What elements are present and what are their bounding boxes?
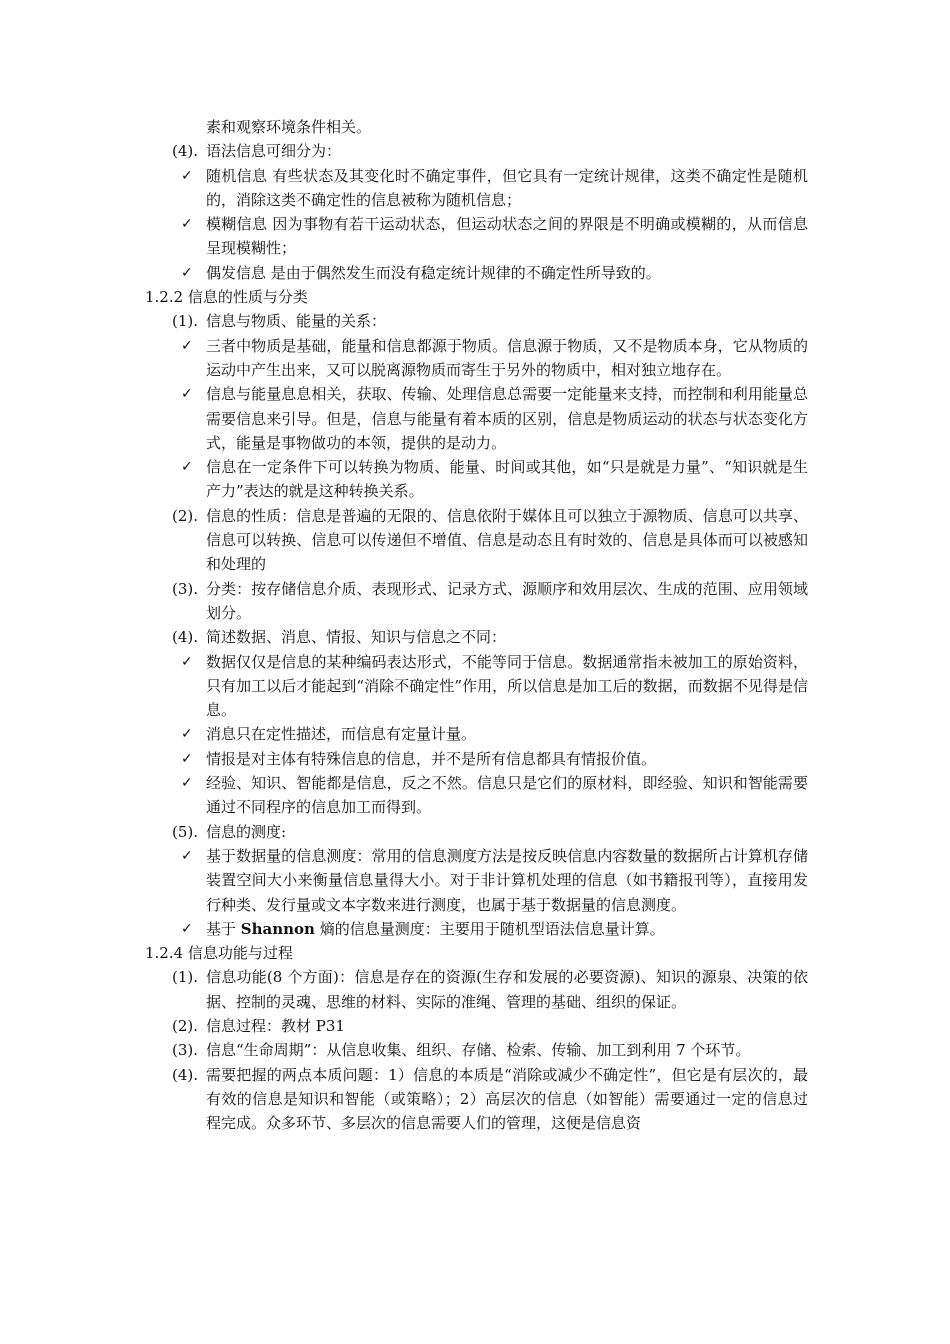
item-text: 随机信息 有些状态及其变化时不确定事件，但它具有一定统计规律，这类不确定性是随机的，消除这类不确定性的信息被称为随机信息； <box>206 166 808 209</box>
item-text: 基于数据量的信息测度：常用的信息测度方法是按反映信息内容数量的数据所占计算机存储装置空间大小来衡量信息量得大小。对于非计算机处理的信息（如书籍报刊等），直接用发行种类、发行量或文本字数来进行测度，也属于基于数据量的信息测度。 <box>206 846 808 914</box>
item-number: (4). <box>172 628 199 647</box>
item-text: 偶发信息 是由于偶然发生而没有稳定统计规律的不确定性所导致的。 <box>206 263 661 282</box>
checkmark-icon: ✓ <box>181 920 193 937</box>
item-text-prefix: 基于 <box>206 919 241 938</box>
checkmark-icon: ✓ <box>181 775 193 792</box>
item-text: 语法信息可细分为： <box>206 142 342 161</box>
section-heading: 1.2.4 信息功能与过程 <box>145 944 293 963</box>
numbered-item <box>0 820 808 844</box>
item-number: (3). <box>172 1041 199 1060</box>
checkmark-icon: ✓ <box>181 726 193 743</box>
numbered-item <box>0 1014 808 1038</box>
checklist-item <box>0 771 808 820</box>
checklist-item <box>0 917 808 941</box>
item-number: (4). <box>172 142 199 161</box>
item-number: (1). <box>172 968 199 987</box>
checkmark-icon: ✓ <box>181 653 193 670</box>
item-text: 信息过程：教材 P31 <box>206 1016 345 1035</box>
checkmark-icon: ✓ <box>181 459 193 476</box>
item-number: (3). <box>172 579 199 598</box>
item-number: (1). <box>172 312 199 331</box>
checklist-item <box>0 455 808 504</box>
item-number: (2). <box>172 506 199 525</box>
checklist-item <box>0 164 808 213</box>
item-text: 模糊信息 因为事物有若干运动状态，但运动状态之间的界限是不明确或模糊的，从而信息呈现模糊性； <box>206 215 808 258</box>
paragraph-continuation: 素和观察环境条件相关。 <box>206 118 372 136</box>
checklist-item <box>0 261 808 285</box>
item-text: 熵的信息量测度：主要用于随机型语法信息量计算。 <box>314 919 665 938</box>
numbered-item <box>0 965 808 1014</box>
numbered-item <box>0 139 808 163</box>
checkmark-icon: ✓ <box>181 167 193 184</box>
item-text: 消息只在定性描述，而信息有定量计量。 <box>206 725 477 744</box>
checklist-item <box>0 212 808 261</box>
item-text: 三者中物质是基础，能量和信息都源于物质。信息源于物质，又不是物质本身，它从物质的运动中产生出来，又可以脱离源物质而寄生于另外的物质中，相对独立地存在。 <box>206 336 808 379</box>
item-text: 需要把握的两点本质问题：1）信息的本质是“消除或减少不确定性”，但它是有层次的，最有效的信息是知识和智能（或策略）；2）高层次的信息（如智能）需要通过一定的信息过程完成。众多环节、多层次的信息需要人们的管理，这便是信息资 <box>206 1065 808 1133</box>
item-text: 信息与物质、能量的关系： <box>206 312 387 331</box>
numbered-item <box>0 577 808 626</box>
checklist-item <box>0 747 808 771</box>
item-text: 数据仅仅是信息的某种编码表达形式，不能等同于信息。数据通常指未被加工的原始资料，只有加工以后才能起到“消除不确定性”作用，所以信息是加工后的数据，而数据不见得是信息。 <box>206 652 808 720</box>
item-text: 经验、知识、智能都是信息，反之不然。信息只是它们的原材料，即经验、知识和智能需要通过不同程序的信息加工而得到。 <box>206 774 808 817</box>
numbered-item <box>0 504 808 577</box>
numbered-item <box>0 1063 808 1136</box>
numbered-item <box>0 309 808 333</box>
item-text: 信息与能量息息相关，获取、传输、处理信息总需要一定能量来支持，而控制和利用能量总需要信息来引导。但是，信息与能量有着本质的区别，信息是物质运动的状态与状态变化方式，能量是事物做功的本领，提供的是动力。 <box>206 385 808 452</box>
checkmark-icon: ✓ <box>181 264 193 281</box>
checklist-item <box>0 650 808 723</box>
item-text: 信息的测度: <box>206 822 287 841</box>
checkmark-icon: ✓ <box>181 750 193 767</box>
checkmark-icon: ✓ <box>181 847 193 864</box>
item-text: 简述数据、消息、情报、知识与信息之不同： <box>206 628 507 647</box>
checkmark-icon: ✓ <box>181 337 193 354</box>
item-number: (5). <box>172 822 199 841</box>
checklist-item <box>0 382 808 455</box>
item-number: (2). <box>172 1016 199 1035</box>
section-heading: 1.2.2 信息的性质与分类 <box>145 288 308 307</box>
item-number: (4). <box>172 1065 199 1084</box>
checklist-item <box>0 334 808 383</box>
checkmark-icon: ✓ <box>181 216 193 233</box>
item-text: 信息在一定条件下可以转换为物质、能量、时间或其他，如“只是就是力量”、“知识就是生产力”表达的就是这种转换关系。 <box>206 458 808 501</box>
item-text: 信息功能(8 个方面)：信息是存在的资源(生存和发展的必要资源)、知识的源泉、决策的依据、控制的灵魂、思维的材料、实际的准绳、管理的基础、组织的保证。 <box>206 968 808 1011</box>
item-text-bold: Shannon <box>240 919 315 938</box>
checklist-item <box>0 722 808 746</box>
numbered-item <box>0 1038 808 1062</box>
item-text: 信息“生命周期”：从信息收集、组织、存储、检索、传输、加工到利用 7 个环节。 <box>206 1041 751 1060</box>
item-text: 情报是对主体有特殊信息的信息，并不是所有信息都具有情报价值。 <box>206 749 657 768</box>
numbered-item <box>0 625 808 649</box>
item-text: 分类：按存储信息介质、表现形式、记录方式、源顺序和效用层次、生成的范围、应用领域划分。 <box>206 579 808 622</box>
item-text: 信息的性质：信息是普遍的无限的、信息依附于媒体且可以独立于源物质、信息可以共享、信息可以转换、信息可以传递但不增值、信息是动态且有时效的、信息是具体而可以被感知和处理的 <box>206 506 808 574</box>
checkmark-icon: ✓ <box>181 386 193 403</box>
checklist-item <box>0 844 808 917</box>
